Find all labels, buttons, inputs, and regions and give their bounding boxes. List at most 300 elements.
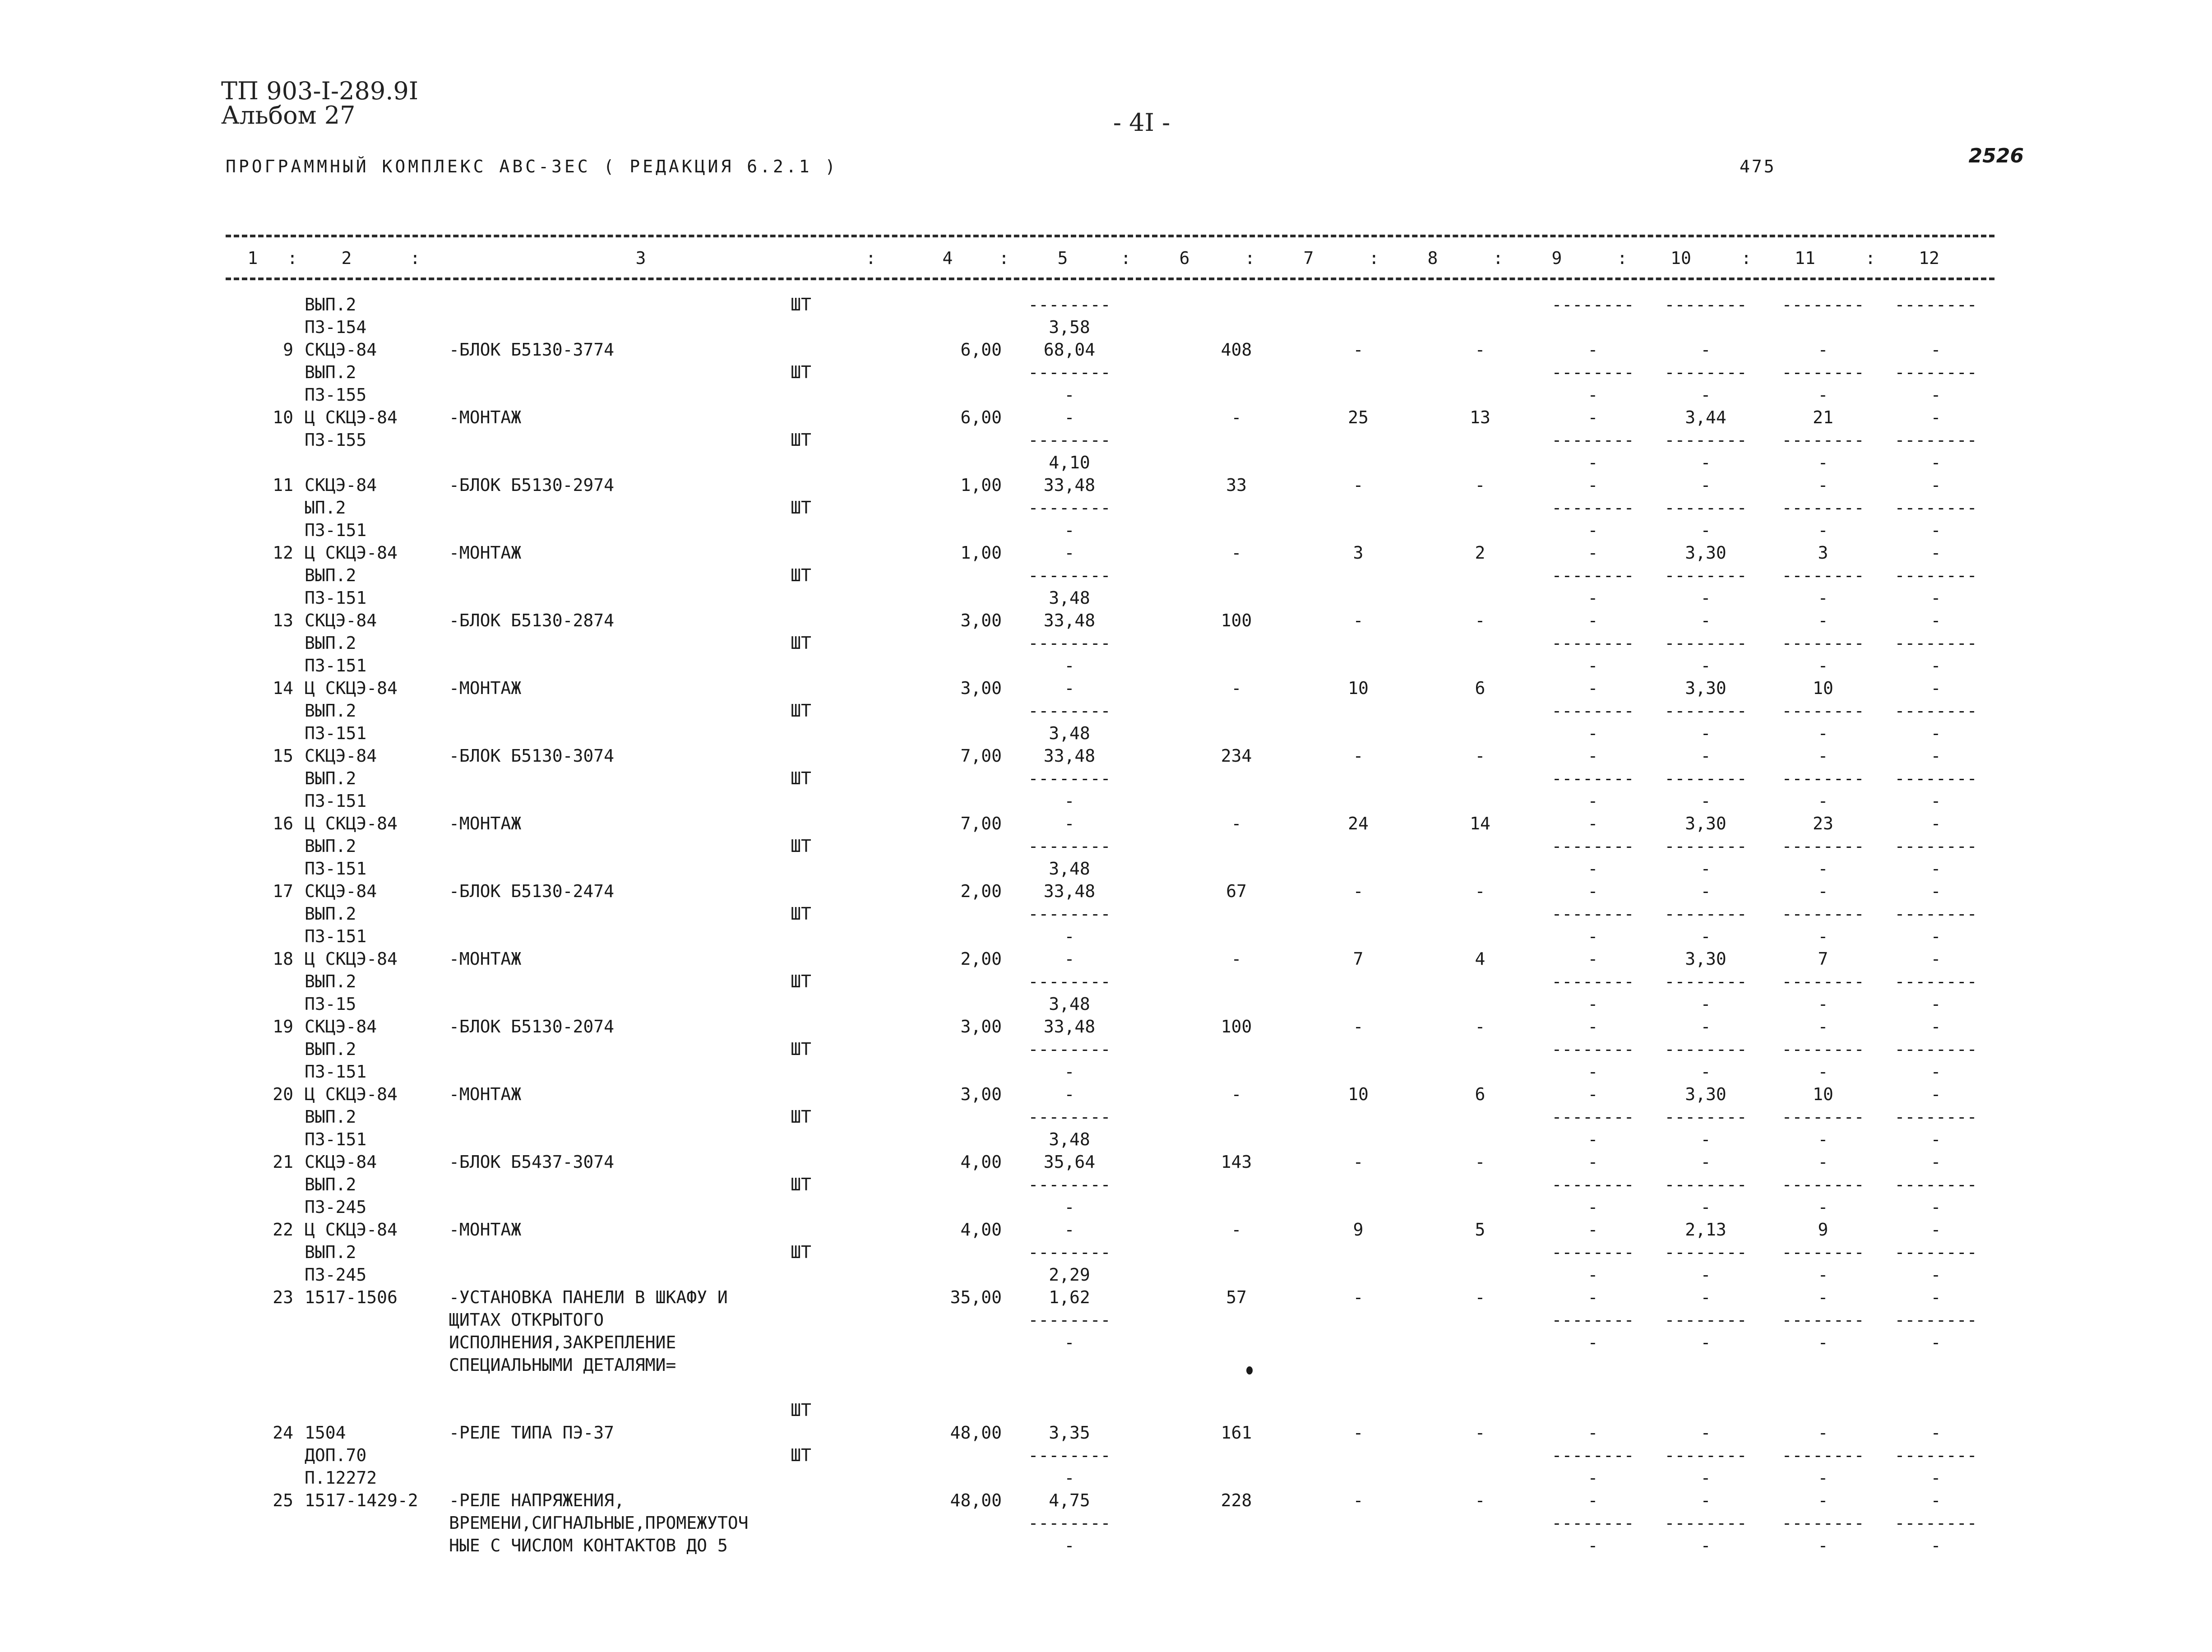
row-code: Ц СКЦЭ-84	[305, 678, 398, 698]
row-col-9: -	[1587, 1490, 1598, 1510]
row-unit: ШТ	[791, 1445, 811, 1465]
row-quantity: 1,00	[960, 475, 1002, 495]
row-col-9: -	[1587, 814, 1598, 833]
row-unit: ШТ	[791, 295, 811, 315]
row-col-10: -	[1700, 1423, 1711, 1443]
row-col-5: 3,58	[1049, 317, 1090, 337]
row-unit: ШТ	[791, 904, 811, 924]
row-col-9: -	[1587, 926, 1598, 946]
row-col-9: -	[1587, 340, 1598, 360]
table-row	[226, 1534, 1995, 1557]
row-col-8: -	[1475, 1017, 1485, 1037]
row-col-7: -	[1353, 746, 1364, 766]
row-code: СКЦЭ-84	[305, 340, 377, 360]
row-number: 9	[283, 340, 293, 360]
row-quantity: 4,00	[960, 1220, 1002, 1240]
row-col-12: -	[1930, 520, 1941, 540]
table-row	[226, 1467, 1995, 1489]
row-quantity: 48,00	[950, 1423, 1002, 1443]
row-col-8: -	[1475, 340, 1485, 360]
table-row	[226, 1286, 1995, 1309]
row-col-12: -	[1930, 611, 1941, 630]
row-col-12: --------	[1894, 498, 1977, 518]
row-col-9: -	[1587, 543, 1598, 563]
row-col-11: -	[1818, 1265, 1828, 1285]
row-col-7: -	[1353, 1490, 1364, 1510]
row-col-12: --------	[1894, 565, 1977, 585]
row-col-10: -	[1700, 1333, 1711, 1352]
row-col-11: -	[1818, 1333, 1828, 1352]
row-number: 16	[273, 814, 293, 833]
row-col-5: -	[1064, 385, 1075, 405]
row-col-9: -	[1587, 1017, 1598, 1037]
row-col-8: -	[1475, 1423, 1485, 1443]
row-col-5: --------	[1028, 1310, 1111, 1330]
row-number: 21	[273, 1152, 293, 1172]
row-col-12: -	[1930, 814, 1941, 833]
row-name: -РЕЛЕ НАПРЯЖЕНИЯ,	[449, 1490, 625, 1510]
row-name: -БЛОК Б5130-3074	[449, 746, 615, 766]
row-col-8: -	[1475, 881, 1485, 901]
row-number: 24	[273, 1423, 293, 1443]
row-col-5: --------	[1028, 972, 1111, 991]
row-col-12: -	[1930, 588, 1941, 608]
col-separator: :	[865, 248, 876, 268]
row-col-9: -	[1587, 656, 1598, 676]
row-col-5: 1,62	[1049, 1287, 1090, 1307]
row-code: ПЗ-245	[305, 1197, 367, 1217]
row-col-9: --------	[1551, 565, 1634, 585]
row-col-11: -	[1818, 1536, 1828, 1555]
row-col-9: -	[1587, 1084, 1598, 1104]
row-col-9: --------	[1551, 1039, 1634, 1059]
column-headers	[226, 248, 1995, 271]
row-col-12: -	[1930, 1333, 1941, 1352]
row-col-5: -	[1064, 949, 1075, 969]
row-col-5: 3,35	[1049, 1423, 1090, 1443]
row-name: -МОНТАЖ	[449, 1220, 522, 1240]
row-name: -МОНТАЖ	[449, 407, 522, 427]
table-row	[226, 632, 1995, 654]
row-col-9: -	[1587, 588, 1598, 608]
row-col-12: -	[1930, 1129, 1941, 1149]
row-code: Ц СКЦЭ-84	[305, 1084, 398, 1104]
row-col-10: -	[1700, 1287, 1711, 1307]
row-col-5: --------	[1028, 295, 1111, 315]
row-col-12: --------	[1894, 1175, 1977, 1194]
row-col-10: 3,30	[1685, 814, 1726, 833]
table-row	[226, 1354, 1995, 1376]
row-col-11: -	[1818, 1468, 1828, 1488]
row-code: ВЫП.2	[305, 1175, 356, 1194]
row-col-8: 5	[1475, 1220, 1485, 1240]
row-col-9: -	[1587, 1062, 1598, 1082]
row-col-6: 228	[1221, 1490, 1252, 1510]
table-row	[226, 1309, 1995, 1331]
row-name: -МОНТАЖ	[449, 543, 522, 563]
row-col-11: -	[1818, 1062, 1828, 1082]
row-code: СКЦЭ-84	[305, 1017, 377, 1037]
row-code: ДОП.70	[305, 1445, 367, 1465]
row-col-11: -	[1818, 926, 1828, 946]
row-name: -МОНТАЖ	[449, 678, 522, 698]
row-col-10: -	[1700, 588, 1711, 608]
row-col-11: -	[1818, 1423, 1828, 1443]
row-col-5: -	[1064, 1536, 1075, 1555]
row-col-11: -	[1818, 340, 1828, 360]
row-col-8: 2	[1475, 543, 1485, 563]
row-col-11: -	[1818, 1197, 1828, 1217]
row-col-11: --------	[1782, 1175, 1865, 1194]
row-col-12: -	[1930, 949, 1941, 969]
row-col-6: -	[1231, 678, 1242, 698]
row-col-6: 57	[1226, 1287, 1247, 1307]
row-col-9: --------	[1551, 1513, 1634, 1533]
row-quantity: 6,00	[960, 407, 1002, 427]
row-col-9: -	[1587, 611, 1598, 630]
row-col-11: --------	[1782, 768, 1865, 788]
row-col-12: --------	[1894, 362, 1977, 382]
table-row	[226, 677, 1995, 699]
album-label: Альбом 27	[221, 101, 356, 130]
row-code: ВЫП.2	[305, 768, 356, 788]
row-number: 12	[273, 543, 293, 563]
row-col-12: --------	[1894, 1107, 1977, 1127]
row-col-11: 10	[1813, 678, 1833, 698]
row-col-10: -	[1700, 994, 1711, 1014]
row-col-10: -	[1700, 656, 1711, 676]
table-row	[226, 722, 1995, 745]
row-col-9: --------	[1551, 904, 1634, 924]
row-col-10: -	[1700, 385, 1711, 405]
row-col-5: --------	[1028, 904, 1111, 924]
row-col-11: --------	[1782, 295, 1865, 315]
table-row	[226, 474, 1995, 496]
row-col-10: -	[1700, 926, 1711, 946]
row-col-6: 100	[1221, 611, 1252, 630]
row-col-9: -	[1587, 1287, 1598, 1307]
row-col-11: 9	[1818, 1220, 1828, 1240]
row-col-11: --------	[1782, 972, 1865, 991]
row-col-5: --------	[1028, 498, 1111, 518]
row-col-11: -	[1818, 723, 1828, 743]
row-col-6: -	[1231, 543, 1242, 563]
row-unit: ШТ	[791, 1039, 811, 1059]
row-col-5: 35,64	[1043, 1152, 1096, 1172]
row-col-11: -	[1818, 791, 1828, 811]
table-row	[226, 1399, 1995, 1421]
row-unit: ШТ	[791, 1107, 811, 1127]
row-col-5: 33,48	[1043, 475, 1096, 495]
row-code: ВЫП.2	[305, 295, 356, 315]
row-code: ВЫП.2	[305, 701, 356, 721]
table-row	[226, 361, 1995, 384]
row-code: ВЫП.2	[305, 972, 356, 991]
program-line: ПРОГРАММНЫЙ КОМПЛЕКС АВС-3ЕС ( РЕДАКЦИЯ 6.2.1 )	[226, 157, 838, 176]
table-row	[226, 654, 1995, 677]
row-col-11: --------	[1782, 1107, 1865, 1127]
row-col-12: -	[1930, 656, 1941, 676]
row-col-5: -	[1064, 814, 1075, 833]
row-col-12: -	[1930, 881, 1941, 901]
row-col-10: -	[1700, 611, 1711, 630]
row-col-12: -	[1930, 723, 1941, 743]
row-col-10: 2,13	[1685, 1220, 1726, 1240]
row-col-10: --------	[1664, 362, 1747, 382]
row-col-5: -	[1064, 543, 1075, 563]
row-col-5: 4,10	[1049, 453, 1090, 472]
row-col-12: -	[1930, 340, 1941, 360]
col-header-1: 1	[247, 248, 258, 268]
table-row	[226, 835, 1995, 857]
row-col-10: --------	[1664, 1175, 1747, 1194]
col-separator: :	[410, 248, 421, 268]
row-code: 1504	[305, 1423, 346, 1443]
row-col-10: -	[1700, 453, 1711, 472]
row-col-11: -	[1818, 1287, 1828, 1307]
row-unit: ШТ	[791, 1400, 811, 1420]
row-col-5: -	[1064, 520, 1075, 540]
row-col-6: 33	[1226, 475, 1247, 495]
row-col-5: 3,48	[1049, 1129, 1090, 1149]
row-col-5: 3,48	[1049, 588, 1090, 608]
row-col-10: --------	[1664, 768, 1747, 788]
row-col-9: --------	[1551, 1175, 1634, 1194]
table-row	[226, 1512, 1995, 1534]
row-code: СКЦЭ-84	[305, 1152, 377, 1172]
row-col-12: --------	[1894, 1310, 1977, 1330]
row-col-10: -	[1700, 1265, 1711, 1285]
row-col-7: 7	[1353, 949, 1364, 969]
row-col-10: --------	[1664, 1310, 1747, 1330]
row-name: -БЛОК Б5130-2874	[449, 611, 615, 630]
row-col-11: 3	[1818, 543, 1828, 563]
row-col-5: 33,48	[1043, 611, 1096, 630]
row-col-6: -	[1231, 1084, 1242, 1104]
row-col-5: --------	[1028, 633, 1111, 653]
col-separator: :	[1493, 248, 1504, 268]
row-col-5: --------	[1028, 565, 1111, 585]
row-code: ПЗ-151	[305, 588, 367, 608]
row-col-9: --------	[1551, 701, 1634, 721]
table-row	[226, 564, 1995, 587]
row-col-9: -	[1587, 1265, 1598, 1285]
row-col-6: 143	[1221, 1152, 1252, 1172]
table-top-rule	[226, 235, 1995, 237]
row-col-11: -	[1818, 1490, 1828, 1510]
row-col-10: --------	[1664, 633, 1747, 653]
row-col-9: -	[1587, 453, 1598, 472]
col-separator: :	[1617, 248, 1628, 268]
row-code: ВЫП.2	[305, 1242, 356, 1262]
row-code: Ц СКЦЭ-84	[305, 814, 398, 833]
row-col-11: 23	[1813, 814, 1833, 833]
row-col-11: --------	[1782, 1513, 1865, 1533]
row-name: ВРЕМЕНИ,СИГНАЛЬНЫЕ,ПРОМЕЖУТОЧ	[449, 1513, 749, 1533]
row-col-10: -	[1700, 1152, 1711, 1172]
row-number: 11	[273, 475, 293, 495]
row-col-5: --------	[1028, 1242, 1111, 1262]
row-col-5: 33,48	[1043, 1017, 1096, 1037]
table-row	[226, 1015, 1995, 1038]
row-col-12: -	[1930, 678, 1941, 698]
row-col-7: -	[1353, 881, 1364, 901]
table-row	[226, 1106, 1995, 1128]
row-col-7: -	[1353, 1152, 1364, 1172]
row-col-12: -	[1930, 994, 1941, 1014]
row-col-9: -	[1587, 859, 1598, 879]
col-header-12: 12	[1919, 248, 1939, 268]
row-col-10: --------	[1664, 1242, 1747, 1262]
table-row	[226, 1196, 1995, 1218]
page-number: - 4I -	[1113, 108, 1171, 137]
row-col-11: --------	[1782, 362, 1865, 382]
row-col-9: --------	[1551, 633, 1634, 653]
row-col-5: --------	[1028, 768, 1111, 788]
row-quantity: 6,00	[960, 340, 1002, 360]
row-col-5: --------	[1028, 701, 1111, 721]
row-col-5: --------	[1028, 1513, 1111, 1533]
row-name: ЩИТАХ ОТКРЫТОГО	[449, 1310, 604, 1330]
row-col-12: -	[1930, 475, 1941, 495]
row-col-6: 408	[1221, 340, 1252, 360]
row-name: НЫЕ С ЧИСЛОМ КОНТАКТОВ ДО 5	[449, 1536, 728, 1555]
row-col-5: -	[1064, 678, 1075, 698]
row-col-10: -	[1700, 1468, 1711, 1488]
row-col-10: --------	[1664, 430, 1747, 450]
row-col-12: -	[1930, 1536, 1941, 1555]
row-code: П.12272	[305, 1468, 377, 1488]
col-separator: :	[287, 248, 298, 268]
table-row	[226, 880, 1995, 902]
row-code: СКЦЭ-84	[305, 611, 377, 630]
row-unit: ШТ	[791, 768, 811, 788]
row-col-5: -	[1064, 791, 1075, 811]
row-name: -БЛОК Б5130-3774	[449, 340, 615, 360]
row-col-6: -	[1231, 1220, 1242, 1240]
row-name: -МОНТАЖ	[449, 1084, 522, 1104]
table-row	[226, 1083, 1995, 1106]
row-code: ВЫП.2	[305, 633, 356, 653]
row-col-11: --------	[1782, 1445, 1865, 1465]
row-col-12: -	[1930, 746, 1941, 766]
row-col-7: 10	[1348, 678, 1369, 698]
row-col-9: -	[1587, 385, 1598, 405]
row-col-10: -	[1700, 1197, 1711, 1217]
row-col-12: --------	[1894, 768, 1977, 788]
row-col-10: -	[1700, 1536, 1711, 1555]
row-quantity: 3,00	[960, 611, 1002, 630]
row-col-9: -	[1587, 723, 1598, 743]
row-col-10: -	[1700, 723, 1711, 743]
row-col-9: -	[1587, 881, 1598, 901]
row-col-8: -	[1475, 611, 1485, 630]
row-col-10: -	[1700, 520, 1711, 540]
row-col-9: --------	[1551, 1310, 1634, 1330]
sheet-id: 2526	[1968, 144, 2024, 167]
row-quantity: 48,00	[950, 1490, 1002, 1510]
table-row	[226, 948, 1995, 970]
row-code: ПЗ-151	[305, 1129, 367, 1149]
table-row	[226, 587, 1995, 609]
row-number: 10	[273, 407, 293, 427]
row-quantity: 3,00	[960, 678, 1002, 698]
row-col-6: 100	[1221, 1017, 1252, 1037]
row-col-5: 3,48	[1049, 994, 1090, 1014]
row-col-9: -	[1587, 1152, 1598, 1172]
row-col-10: -	[1700, 1062, 1711, 1082]
row-col-5: -	[1064, 656, 1075, 676]
row-unit: ШТ	[791, 836, 811, 856]
row-col-12: -	[1930, 1220, 1941, 1240]
row-col-11: -	[1818, 385, 1828, 405]
row-number: 23	[273, 1287, 293, 1307]
row-col-7: -	[1353, 1423, 1364, 1443]
row-number: 22	[273, 1220, 293, 1240]
row-quantity: 1,00	[960, 543, 1002, 563]
row-number: 15	[273, 746, 293, 766]
row-col-8: -	[1475, 1287, 1485, 1307]
row-col-12: -	[1930, 1490, 1941, 1510]
row-quantity: 3,00	[960, 1017, 1002, 1037]
col-header-7: 7	[1303, 248, 1314, 268]
row-col-5: -	[1064, 1084, 1075, 1104]
row-code: ПЗ-151	[305, 791, 367, 811]
row-col-5: -	[1064, 1333, 1075, 1352]
col-header-3: 3	[635, 248, 646, 268]
row-col-5: -	[1064, 1062, 1075, 1082]
row-unit: ШТ	[791, 701, 811, 721]
row-col-9: -	[1587, 994, 1598, 1014]
table-row	[226, 1128, 1995, 1151]
row-col-7: 3	[1353, 543, 1364, 563]
row-col-9: --------	[1551, 972, 1634, 991]
row-col-6: -	[1231, 949, 1242, 969]
row-col-12: -	[1930, 1265, 1941, 1285]
row-col-5: --------	[1028, 836, 1111, 856]
row-col-10: -	[1700, 1490, 1711, 1510]
table-row	[226, 790, 1995, 812]
row-col-11: 21	[1813, 407, 1833, 427]
row-col-5: 2,29	[1049, 1265, 1090, 1285]
table-row	[226, 1241, 1995, 1263]
table-row	[226, 1218, 1995, 1241]
row-col-7: -	[1353, 340, 1364, 360]
table-row	[226, 316, 1995, 338]
row-col-9: -	[1587, 1468, 1598, 1488]
table-row	[226, 993, 1995, 1015]
row-col-11: --------	[1782, 836, 1865, 856]
row-col-6: 67	[1226, 881, 1247, 901]
row-col-12: --------	[1894, 1242, 1977, 1262]
table-row	[226, 496, 1995, 519]
col-separator: :	[1120, 248, 1131, 268]
row-col-6: 161	[1221, 1423, 1252, 1443]
table-row	[226, 338, 1995, 361]
table-row	[226, 699, 1995, 722]
col-header-6: 6	[1179, 248, 1190, 268]
table-row	[226, 1173, 1995, 1196]
row-code: СКЦЭ-84	[305, 746, 377, 766]
row-col-9: -	[1587, 407, 1598, 427]
row-col-12: -	[1930, 1287, 1941, 1307]
row-col-10: --------	[1664, 1513, 1747, 1533]
row-unit: ШТ	[791, 362, 811, 382]
row-number: 19	[273, 1017, 293, 1037]
row-unit: ШТ	[791, 1242, 811, 1262]
row-col-10: 3,30	[1685, 949, 1726, 969]
row-col-8: 4	[1475, 949, 1485, 969]
